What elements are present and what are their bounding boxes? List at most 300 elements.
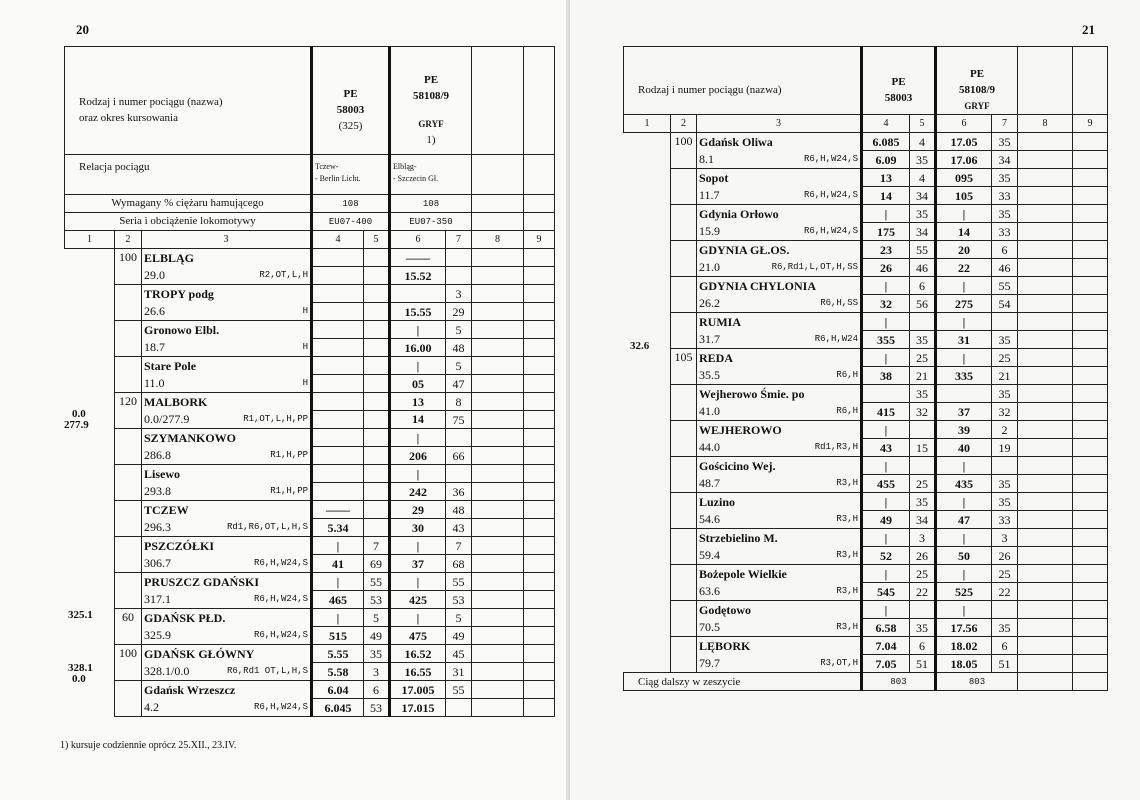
- speed-cell: [671, 529, 697, 565]
- run-t1: [364, 267, 390, 285]
- time-t1-dep: 545: [862, 583, 910, 601]
- empty-9: [1073, 277, 1108, 295]
- time-t1-dep: 41: [312, 555, 364, 573]
- empty-8: [1018, 439, 1073, 457]
- time-t2-dep: 206: [390, 447, 446, 465]
- stop-t1: [364, 393, 390, 411]
- empty-9: [524, 249, 555, 267]
- run-t2: 31: [446, 663, 472, 681]
- time-t1-arr: |: [312, 573, 364, 591]
- station-codes: R6,H,W24,S: [253, 630, 308, 641]
- station-name: Gdańsk Oliwa: [697, 133, 862, 151]
- station-name: Lisewo: [142, 465, 312, 483]
- time-t2-arr: [936, 385, 992, 403]
- empty-8: [472, 645, 524, 663]
- run-t1: 15: [910, 439, 936, 457]
- speed-cell: [115, 537, 142, 573]
- run-t1: 35: [910, 619, 936, 637]
- km-value: 4.2: [144, 700, 159, 715]
- station-name: PSZCZÓŁKI: [142, 537, 312, 555]
- station-codes: H: [302, 306, 308, 317]
- empty-9: [1073, 403, 1108, 421]
- time-t1-dep: 43: [862, 439, 910, 457]
- station-name: Wejherowo Śmie. po: [697, 385, 862, 403]
- empty-9: [1073, 169, 1108, 187]
- station-row: [65, 645, 555, 663]
- speed-cell: [115, 321, 142, 357]
- time-t2-arr: |: [936, 205, 992, 223]
- run-t1: 21: [910, 367, 936, 385]
- station-km-row: [624, 439, 1108, 457]
- run-t1: 69: [364, 555, 390, 573]
- station-name: Gościcino Wej.: [697, 457, 862, 475]
- empty-8: [472, 447, 524, 465]
- station-km: [142, 519, 312, 537]
- station-row: [624, 421, 1108, 439]
- time-t2-arr: |: [936, 529, 992, 547]
- speed-cell: [671, 169, 697, 205]
- station-name: LĘBORK: [697, 637, 862, 655]
- run-t1: [364, 339, 390, 357]
- column-index-row: 1 2 3 4 5 6 7 8 9: [65, 231, 555, 249]
- km-value: 18.7: [144, 340, 165, 355]
- empty-9: [1073, 529, 1108, 547]
- run-t1: 56: [910, 295, 936, 313]
- speed-cell: 120: [115, 393, 142, 429]
- time-t1-dep: 5.34: [312, 519, 364, 537]
- time-t1-arr: 23: [862, 241, 910, 259]
- run-t1: 32: [910, 403, 936, 421]
- empty-8: [472, 321, 524, 339]
- station-name: Sopot: [697, 169, 862, 187]
- run-t2: 33: [992, 187, 1018, 205]
- station-name: GDYNIA CHYLONIA: [697, 277, 862, 295]
- time-t1-arr: |: [862, 457, 910, 475]
- station-row: [65, 465, 555, 483]
- run-t2: 26: [992, 547, 1018, 565]
- stop-t1: 6: [910, 277, 936, 295]
- run-t2: 29: [446, 303, 472, 321]
- empty-9: [524, 519, 555, 537]
- empty-8: [1018, 331, 1073, 349]
- station-name: Gdańsk Wrzeszcz: [142, 681, 312, 699]
- empty-8: [1018, 475, 1073, 493]
- km-value: 44.0: [699, 440, 720, 455]
- speed-cell: [115, 501, 142, 537]
- time-t1-arr: |: [312, 609, 364, 627]
- station-name: MALBORK: [142, 393, 312, 411]
- time-t2-dep: 435: [936, 475, 992, 493]
- station-km: [697, 223, 862, 241]
- stop-t2: 8: [446, 393, 472, 411]
- time-t2-arr: |: [936, 349, 992, 367]
- empty-8: [472, 609, 524, 627]
- station-km: [697, 655, 862, 673]
- empty-9: [524, 339, 555, 357]
- run-t2: [446, 267, 472, 285]
- empty-8: [1018, 259, 1073, 277]
- stop-t1: [910, 457, 936, 475]
- stop-t1: [910, 601, 936, 619]
- time-t2-dep: 37: [936, 403, 992, 421]
- empty-8: [472, 357, 524, 375]
- station-km: [142, 447, 312, 465]
- run-t2: 46: [992, 259, 1018, 277]
- km-cell: [624, 133, 671, 169]
- empty-8: [1018, 187, 1073, 205]
- time-t2-arr: |: [390, 321, 446, 339]
- time-t2-dep: 425: [390, 591, 446, 609]
- empty-9: [524, 285, 555, 303]
- empty-9: [1073, 475, 1108, 493]
- run-t1: 25: [910, 475, 936, 493]
- empty-9: [1073, 313, 1108, 331]
- km-cell: [624, 457, 671, 493]
- km-cell: [624, 565, 671, 601]
- run-t2: 54: [992, 295, 1018, 313]
- time-t2-arr: |: [936, 457, 992, 475]
- km-value: 11.0: [144, 376, 165, 391]
- stop-t2: 45: [446, 645, 472, 663]
- km-cell: [624, 349, 671, 385]
- time-t2-dep: 47: [936, 511, 992, 529]
- km-value: 11.7: [699, 188, 720, 203]
- empty-9: [1073, 493, 1108, 511]
- time-t1-arr: |: [862, 349, 910, 367]
- timetable-left: [64, 46, 555, 717]
- empty-8: [1018, 547, 1073, 565]
- run-t2: 48: [446, 339, 472, 357]
- run-t1: 3: [364, 663, 390, 681]
- time-t1-arr: |: [312, 537, 364, 555]
- empty-8: [472, 627, 524, 645]
- station-codes: R6,H,W24,S: [803, 154, 858, 165]
- run-t1: 35: [910, 331, 936, 349]
- km-value: 0.0/277.9: [144, 412, 190, 427]
- stop-t2: 3: [992, 529, 1018, 547]
- time-t1-arr: |: [862, 565, 910, 583]
- page-number-left: 20: [76, 22, 89, 37]
- station-codes: R6,H,W24: [814, 334, 858, 345]
- time-t1-arr: |: [862, 601, 910, 619]
- empty-9: [524, 465, 555, 483]
- station-row: [624, 313, 1108, 331]
- time-t2-dep: 37: [390, 555, 446, 573]
- run-t1: 35: [910, 151, 936, 169]
- station-name: Bożepole Wielkie: [697, 565, 862, 583]
- empty-8: [472, 573, 524, 591]
- km-cell: [65, 537, 115, 573]
- time-t2-dep: 30: [390, 519, 446, 537]
- station-name: Godętowo: [697, 601, 862, 619]
- empty-8: [1018, 655, 1073, 673]
- footer-val-2: 803: [936, 673, 1018, 691]
- station-km: [142, 555, 312, 573]
- time-t2-dep: 335: [936, 367, 992, 385]
- station-name: REDA: [697, 349, 862, 367]
- empty-8: [1018, 349, 1073, 367]
- km-cell: [65, 321, 115, 357]
- empty-8: [472, 699, 524, 717]
- empty-9: [524, 375, 555, 393]
- stop-t2: 5: [446, 321, 472, 339]
- station-row: [624, 601, 1108, 619]
- km-value: 21.0: [699, 260, 720, 275]
- stop-t2: 7: [446, 537, 472, 555]
- time-t2-arr: [390, 285, 446, 303]
- empty-8: [1018, 295, 1073, 313]
- speed-cell: [671, 601, 697, 637]
- time-t1-arr: [312, 249, 364, 267]
- station-name: SZYMANKOWO: [142, 429, 312, 447]
- footer-row: [624, 673, 1108, 691]
- empty-9: [524, 609, 555, 627]
- speed-cell: [671, 205, 697, 241]
- station-km: [142, 627, 312, 645]
- km-cell: [624, 169, 671, 205]
- run-t1: [364, 411, 390, 429]
- run-t2: [446, 699, 472, 717]
- time-t1-arr: [312, 357, 364, 375]
- time-t1-arr: |: [862, 421, 910, 439]
- empty-8: [1018, 421, 1073, 439]
- time-t1-arr: 6.04: [312, 681, 364, 699]
- station-row: [65, 249, 555, 267]
- time-t2-arr: ——: [390, 249, 446, 267]
- empty-8: [1018, 457, 1073, 475]
- stop-t2: 55: [992, 277, 1018, 295]
- empty-9: [1073, 655, 1108, 673]
- speed-cell: 100: [115, 249, 142, 285]
- time-t1-dep: 355: [862, 331, 910, 349]
- stop-t1: 35: [910, 385, 936, 403]
- empty-8: [1018, 313, 1073, 331]
- station-km: [697, 475, 862, 493]
- run-t2: 49: [446, 627, 472, 645]
- km-cell: [65, 501, 115, 537]
- km-value: 41.0: [699, 404, 720, 419]
- stop-t2: [992, 313, 1018, 331]
- stop-t1: [364, 321, 390, 339]
- run-t2: 35: [992, 331, 1018, 349]
- station-name: GDYNIA GŁ.OS.: [697, 241, 862, 259]
- time-t2-arr: |: [936, 313, 992, 331]
- speed-cell: 100: [671, 133, 697, 169]
- km-cell: [624, 205, 671, 241]
- km-value: 31.7: [699, 332, 720, 347]
- station-codes: R6,H,W24,S: [253, 558, 308, 569]
- time-t1-dep: 6.09: [862, 151, 910, 169]
- run-t1: 49: [364, 627, 390, 645]
- run-t1: 46: [910, 259, 936, 277]
- run-t2: 33: [992, 511, 1018, 529]
- km-value: 54.6: [699, 512, 720, 527]
- empty-9: [1073, 187, 1108, 205]
- station-codes: H: [302, 342, 308, 353]
- km-value: 325.9: [144, 628, 171, 643]
- train-header-1: PE 58003 (325): [312, 47, 390, 155]
- empty-9: [524, 447, 555, 465]
- time-t2-arr-val: 13: [412, 394, 424, 409]
- speed-cell: [115, 285, 142, 321]
- brake-train-2: 108: [390, 195, 472, 213]
- time-t2-dep: 31: [936, 331, 992, 349]
- station-row: [624, 457, 1108, 475]
- empty-9: [1073, 511, 1108, 529]
- station-name: GDAŃSK PŁD.: [142, 609, 312, 627]
- km-value: 35.5: [699, 368, 720, 383]
- empty-8: [1018, 493, 1073, 511]
- station-codes: R3,H: [836, 514, 858, 525]
- stop-t1: 4: [910, 169, 936, 187]
- station-codes: R1,H,PP: [270, 486, 308, 497]
- stop-t2: [992, 601, 1018, 619]
- km-value: 296.3: [144, 520, 171, 535]
- km-cell: [624, 601, 671, 637]
- km-marker-right: 32.6: [630, 340, 650, 352]
- speed-cell: 105: [671, 349, 697, 385]
- empty-8: [1018, 529, 1073, 547]
- stop-t2: 35: [992, 133, 1018, 151]
- stop-t2: 3: [446, 285, 472, 303]
- station-name: RUMIA: [697, 313, 862, 331]
- station-km: [142, 375, 312, 393]
- empty-8: [472, 375, 524, 393]
- km-value: 15.9: [699, 224, 720, 239]
- run-t1: 34: [910, 187, 936, 205]
- empty-9: [1073, 259, 1108, 277]
- station-km: [697, 151, 862, 169]
- station-km: [142, 483, 312, 501]
- run-t2: 34: [992, 151, 1018, 169]
- empty-9: [524, 555, 555, 573]
- station-row: [624, 241, 1108, 259]
- empty-9: [524, 501, 555, 519]
- time-t1-arr: [862, 385, 910, 403]
- empty-9: [1073, 637, 1108, 655]
- speed-cell: [671, 385, 697, 421]
- time-t2-dep: 17.015: [390, 699, 446, 717]
- time-t1-dep: 6.045: [312, 699, 364, 717]
- stop-t2: 35: [992, 493, 1018, 511]
- empty-9: [1073, 421, 1108, 439]
- station-km: [697, 511, 862, 529]
- station-km-row: [624, 187, 1108, 205]
- station-km: [142, 411, 312, 429]
- stop-t2: [446, 249, 472, 267]
- time-t2-arr: |: [390, 429, 446, 447]
- station-row: [65, 357, 555, 375]
- km-marker-malbork-2: 277.9: [64, 419, 89, 431]
- station-name: TCZEW: [142, 501, 312, 519]
- run-t2: 75: [446, 411, 472, 429]
- left-page: [0, 0, 568, 800]
- time-t2-dep: 15.55: [390, 303, 446, 321]
- speed-cell: [115, 465, 142, 501]
- time-t1-dep: 515: [312, 627, 364, 645]
- stop-t1: 7: [364, 537, 390, 555]
- speed-cell: [115, 429, 142, 465]
- time-t2-arr: [390, 393, 446, 411]
- run-t1: 51: [910, 655, 936, 673]
- empty-8: [472, 339, 524, 357]
- stop-t1: 35: [364, 645, 390, 663]
- empty-9: [1073, 349, 1108, 367]
- station-km: [697, 547, 862, 565]
- run-t2: 33: [992, 223, 1018, 241]
- station-codes: R6,H: [836, 370, 858, 381]
- time-t2-arr: |: [390, 573, 446, 591]
- time-t2-arr: 39: [936, 421, 992, 439]
- empty-8: [1018, 367, 1073, 385]
- stop-t2: 35: [992, 205, 1018, 223]
- station-name: GDAŃSK GŁÓWNY: [142, 645, 312, 663]
- station-row: [624, 637, 1108, 655]
- time-t2-arr: 17.05: [936, 133, 992, 151]
- stop-t1: [364, 465, 390, 483]
- empty-8: [1018, 133, 1073, 151]
- time-t1-dep: 7.05: [862, 655, 910, 673]
- stop-t2: 25: [992, 565, 1018, 583]
- station-km-row: [624, 511, 1108, 529]
- empty-8: [472, 249, 524, 267]
- time-t1-dep: [312, 411, 364, 429]
- station-row: [624, 493, 1108, 511]
- empty-8: [472, 411, 524, 429]
- station-km: [142, 591, 312, 609]
- time-t2-dep: 50: [936, 547, 992, 565]
- empty-8: [1018, 205, 1073, 223]
- station-codes: R3,H: [836, 622, 858, 633]
- run-t2: 21: [992, 367, 1018, 385]
- time-t1-arr: 6.085: [862, 133, 910, 151]
- empty-9: [524, 663, 555, 681]
- brake-label: Wymagany % ciężaru hamującego: [65, 195, 312, 213]
- station-km-row: [624, 151, 1108, 169]
- empty-9: [1073, 223, 1108, 241]
- time-t1-arr: |: [862, 493, 910, 511]
- station-km-row: [624, 367, 1108, 385]
- run-t1: 53: [364, 699, 390, 717]
- empty-9: [524, 321, 555, 339]
- km-value: 306.7: [144, 556, 171, 571]
- empty-9: [1073, 151, 1108, 169]
- station-row: [624, 205, 1108, 223]
- empty-8: [472, 285, 524, 303]
- time-t1-arr: [312, 321, 364, 339]
- empty-8: [472, 429, 524, 447]
- time-t1-dep: [312, 267, 364, 285]
- run-t2: 32: [992, 403, 1018, 421]
- station-row: [65, 609, 555, 627]
- station-row: [65, 573, 555, 591]
- time-t2-dep: 15.52: [390, 267, 446, 285]
- stop-t2: 2: [992, 421, 1018, 439]
- empty-9: [524, 699, 555, 717]
- speed-cell: [671, 241, 697, 277]
- stop-t2: 6: [992, 241, 1018, 259]
- time-t2-arr: |: [936, 277, 992, 295]
- km-value: 63.6: [699, 584, 720, 599]
- train-header-right-1: PE 58003: [862, 47, 936, 115]
- loco-train-1: EU07-400: [312, 213, 390, 231]
- station-km: [697, 439, 862, 457]
- km-marker-gdansk: 328.1: [68, 662, 93, 674]
- time-t2-arr: |: [390, 537, 446, 555]
- stop-t2: 48: [446, 501, 472, 519]
- time-t2-arr: |: [936, 493, 992, 511]
- time-t2-dep: 40: [936, 439, 992, 457]
